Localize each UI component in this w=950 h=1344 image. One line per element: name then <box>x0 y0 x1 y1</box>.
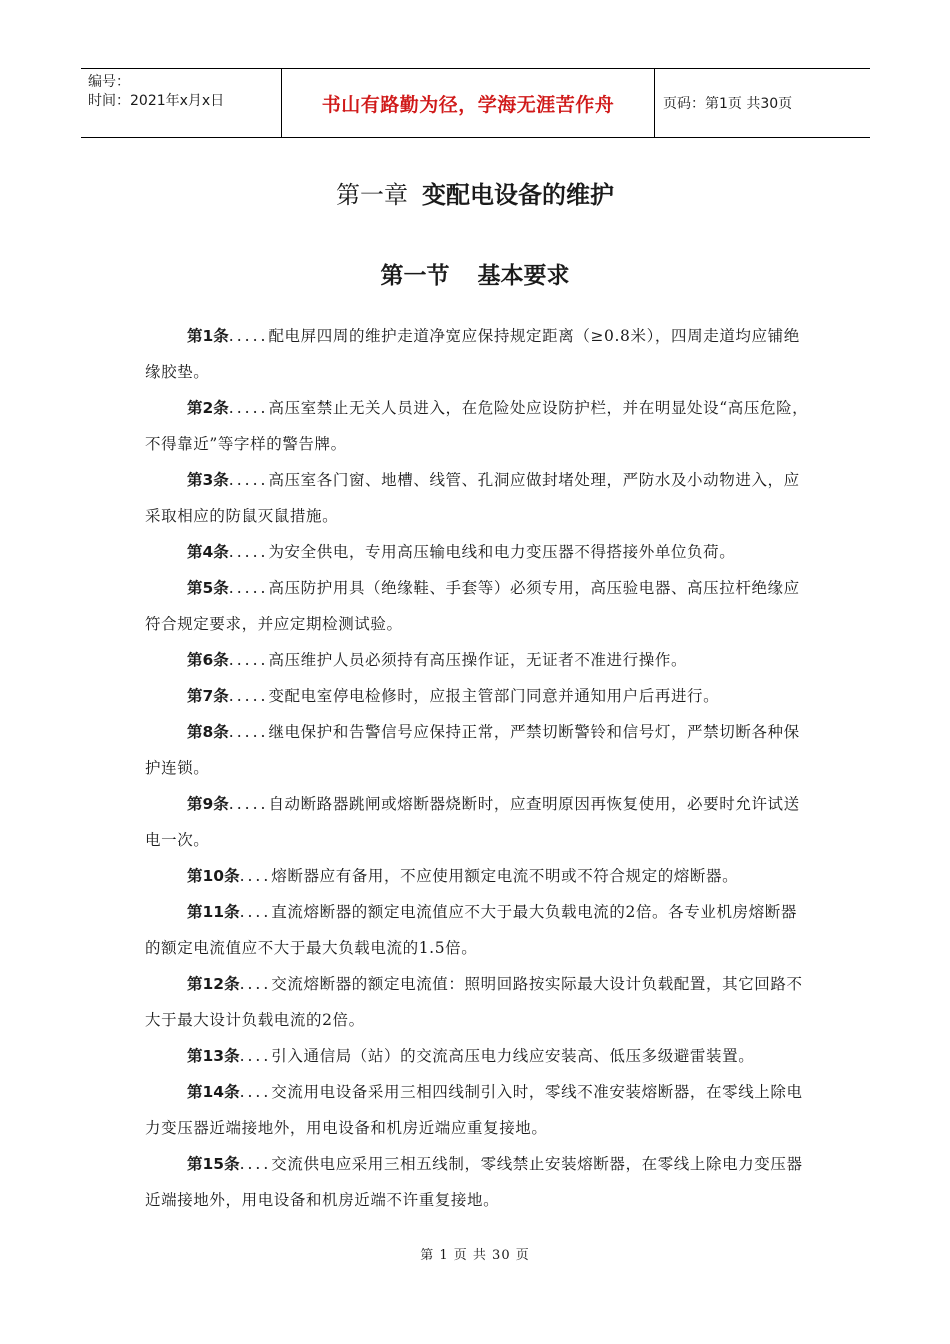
article-number: 第12条 <box>187 975 240 993</box>
document-date: 时间：2021年x月x日 <box>88 93 225 109</box>
article-leader-dots: ..... <box>228 327 269 345</box>
article-leader-dots: ..... <box>228 795 269 813</box>
article-paragraph <box>145 1074 809 1146</box>
article-text: 熔断器应有备用，不应使用额定电流不明或不符合规定的熔断器。 <box>271 867 739 885</box>
article-paragraph <box>145 462 809 534</box>
section-heading <box>0 256 950 296</box>
article-leader-dots: ..... <box>228 687 269 705</box>
section-title: 基本要求 <box>477 263 570 289</box>
article-leader-dots: .... <box>239 867 272 885</box>
article-list <box>145 318 809 1218</box>
article-number: 第7条 <box>187 687 229 705</box>
article-text: 高压维护人员必须持有高压操作证，无证者不准进行操作。 <box>268 651 688 669</box>
article-text: 配电屏四周的维护走道净宽应保持规定距离（≥0.8米），四周走道均应铺绝缘胶垫。 <box>145 327 800 381</box>
article-leader-dots: .... <box>239 1047 272 1065</box>
chapter-number: 第一章 <box>336 181 408 209</box>
chapter-heading <box>0 175 950 215</box>
article-text: 直流熔断器的额定电流值应不大于最大负载电流的2倍。各专业机房熔断器的额定电流值应不大于最大负载电流的1.5倍。 <box>145 903 797 957</box>
article-paragraph <box>145 1146 809 1218</box>
article-leader-dots: ..... <box>228 399 269 417</box>
article-text: 高压室禁止无关人员进入，在危险处应设防护栏，并在明显处设“高压危险，不得靠近”等字样的警告牌。 <box>145 399 809 453</box>
article-number: 第13条 <box>187 1047 240 1065</box>
article-paragraph <box>145 786 809 858</box>
header-page-cell <box>655 69 870 137</box>
article-paragraph <box>145 390 809 462</box>
article-leader-dots: ..... <box>228 543 269 561</box>
article-paragraph <box>145 714 809 786</box>
header-motto-cell <box>281 69 655 137</box>
article-leader-dots: ..... <box>228 579 269 597</box>
article-number: 第11条 <box>187 903 240 921</box>
article-number: 第1条 <box>187 327 229 345</box>
article-number: 第2条 <box>187 399 229 417</box>
article-number: 第4条 <box>187 543 229 561</box>
document-number-label: 编号： <box>88 74 130 90</box>
article-number: 第8条 <box>187 723 229 741</box>
article-text: 为安全供电，专用高压输电线和电力变压器不得搭接外单位负荷。 <box>268 543 736 561</box>
article-leader-dots: ..... <box>228 651 269 669</box>
article-number: 第5条 <box>187 579 229 597</box>
article-paragraph <box>145 1038 809 1074</box>
article-paragraph <box>145 858 809 894</box>
article-paragraph <box>145 570 809 642</box>
article-paragraph <box>145 318 809 390</box>
page-footer: 第 1 页 共 30 页 <box>420 1248 530 1263</box>
article-text: 变配电室停电检修时，应报主管部门同意并通知用户后再进行。 <box>268 687 720 705</box>
article-number: 第10条 <box>187 867 240 885</box>
article-number: 第9条 <box>187 795 229 813</box>
article-text: 继电保护和告警信号应保持正常，严禁切断警铃和信号灯，严禁切断各种保护连锁。 <box>145 723 800 777</box>
header-meta <box>81 69 281 137</box>
article-text: 自动断路器跳闸或熔断器烧断时，应查明原因再恢复使用，必要时允许试送电一次。 <box>145 795 800 849</box>
header-motto: 书山有路勤为径，学海无涯苦作舟 <box>321 93 615 116</box>
section-number: 第一节 <box>380 263 450 289</box>
page-header <box>81 68 870 138</box>
chapter-title: 变配电设备的维护 <box>422 181 614 209</box>
article-paragraph <box>145 894 809 966</box>
article-paragraph <box>145 534 809 570</box>
article-paragraph <box>145 678 809 714</box>
article-paragraph <box>145 642 809 678</box>
article-text: 高压室各门窗、地槽、线管、孔洞应做封堵处理，严防水及小动物进入，应采取相应的防鼠灭鼠措施。 <box>145 471 800 525</box>
article-number: 第14条 <box>187 1083 240 1101</box>
article-leader-dots: .... <box>239 975 272 993</box>
article-leader-dots: ..... <box>228 471 269 489</box>
article-paragraph <box>145 966 809 1038</box>
article-number: 第15条 <box>187 1155 240 1173</box>
article-leader-dots: .... <box>239 1155 272 1173</box>
article-text: 高压防护用具（绝缘鞋、手套等）必须专用，高压验电器、高压拉杆绝缘应符合规定要求，并应定期检测试验。 <box>145 579 800 633</box>
article-number: 第3条 <box>187 471 229 489</box>
article-leader-dots: .... <box>239 903 272 921</box>
article-text: 交流供电应采用三相五线制，零线禁止安装熔断器，在零线上除电力变压器近端接地外，用电设备和机房近端不许重复接地。 <box>145 1155 803 1209</box>
header-page-info: 页码：第1页 共30页 <box>663 96 793 112</box>
article-text: 交流熔断器的额定电流值：照明回路按实际最大设计负载配置，其它回路不大于最大设计负载电流的2倍。 <box>145 975 803 1029</box>
article-text: 引入通信局（站）的交流高压电力线应安装高、低压多级避雷装置。 <box>271 1047 755 1065</box>
article-leader-dots: .... <box>239 1083 272 1101</box>
article-text: 交流用电设备采用三相四线制引入时，零线不准安装熔断器，在零线上除电力变压器近端接地外，用电设备和机房近端应重复接地。 <box>145 1083 803 1137</box>
article-number: 第6条 <box>187 651 229 669</box>
article-leader-dots: ..... <box>228 723 269 741</box>
